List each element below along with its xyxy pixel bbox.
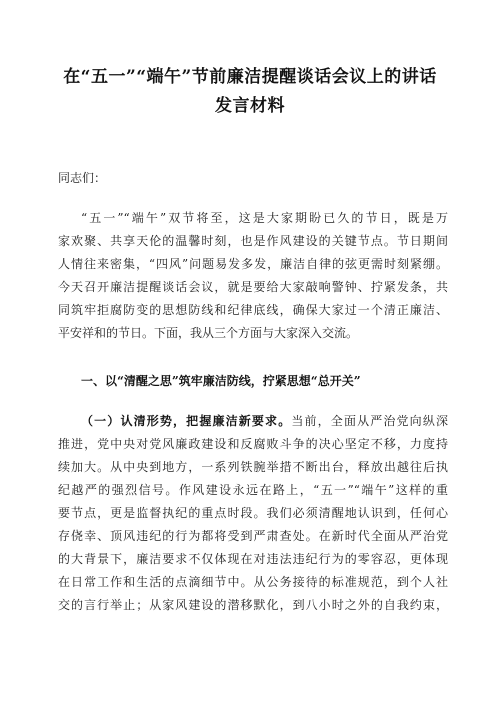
paragraph-1-line: 今天召开廉洁提醒谈话会议，就是要给大家敲响警钟、拧紧发条，共	[58, 280, 448, 294]
paragraph-2-line: 存侥幸、顶风违纪的行为都将受到严肃查处。在新时代全面从严治党	[58, 529, 448, 543]
document-title-line-1: 在“五一”“端午”节前廉洁提醒谈话会议上的讲话	[63, 67, 437, 87]
section-1-heading: 一、以“清醒之思”筑牢廉洁防线，拧紧思想“总开关”	[81, 374, 361, 388]
paragraph-1-line: 同筑牢拒腐防变的思想防线和纪律底线，确保大家过一个清正廉洁、	[58, 303, 448, 317]
paragraph-2-line: 纪越严的强烈信号。作风建设永远在路上，“五一”“端午”这样的重	[58, 483, 448, 497]
paragraph-2-first-rest: 当前，全面从严治党向纵深	[291, 414, 448, 428]
paragraph-2-line: 交的言行举止；从家风建设的潜移默化，到八小时之外的自我约束，	[58, 598, 448, 612]
paragraph-2-line	[81, 413, 448, 429]
paragraph-2-line: 要节点，更是监督执纪的重点时段。我们必须清醒地认识到，任何心	[58, 506, 448, 520]
paragraph-1-line: 家欢聚、共享天伦的温馨时刻，也是作风建设的关键节点。节日期间	[58, 234, 448, 248]
paragraph-1-line: 平安祥和的节日。下面，我从三个方面与大家深入交流。	[58, 326, 359, 340]
paragraph-2-line: 续加大。从中央到地方，一系列铁腕举措不断出台，释放出越往后执	[58, 460, 448, 474]
document-title-line-2: 发言材料	[215, 96, 285, 116]
paragraph-1-line: “五一”“端午”双节将至，这是大家期盼已久的节日，既是万	[81, 211, 448, 225]
paragraph-2-line: 推进，党中央对党风廉政建设和反腐败斗争的决心坚定不移，力度持	[58, 437, 448, 451]
paragraph-1-line: 人情往来密集，“四风”问题易发多发，廉洁自律的弦更需时刻紧绷。	[58, 257, 448, 271]
paragraph-2-line: 的大背景下，廉洁要求不仅体现在对违法违纪行为的零容忍，更体现	[58, 552, 448, 566]
paragraph-2-lead-bold: （一）认清形势，把握廉洁新要求。	[81, 414, 292, 428]
greeting: 同志们：	[58, 171, 107, 185]
paragraph-2-line: 在日常工作和生活的点滴细节中。从公务接待的标准规范，到个人社	[58, 575, 448, 589]
